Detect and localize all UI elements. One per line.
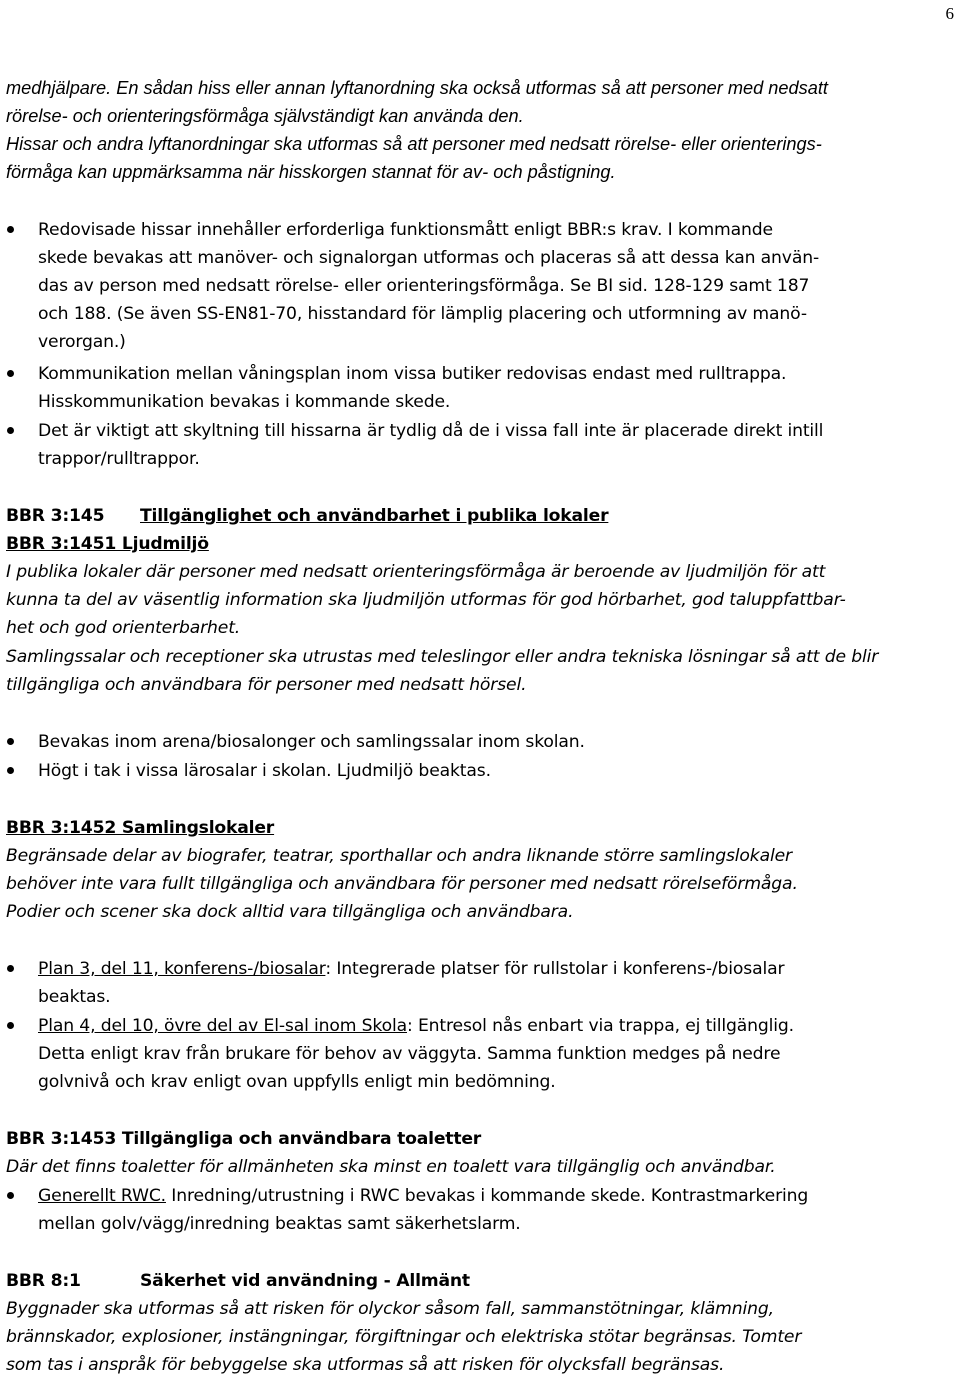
text-line: Byggnader ska utformas så att risken för olyckor såsom fall, sammanstötningar, klämning, xyxy=(6,1299,774,1319)
section-heading-8-1 xyxy=(6,1267,470,1295)
bullet-icon xyxy=(7,767,14,774)
section-title: Tillgänglighet och användbarhet i publika lokaler xyxy=(140,506,609,526)
text-line: het och god orienterbarhet. xyxy=(6,618,241,638)
text-line: brännskador, explosioner, instängningar, förgiftningar och elektriska stötar begränsas. Tomter xyxy=(6,1327,802,1347)
text-line xyxy=(38,1182,808,1210)
text-line: Redovisade hissar innehåller erforderliga funktionsmått enligt BBR:s krav. I kommande xyxy=(38,220,773,240)
bullet-icon xyxy=(7,226,14,233)
plan-reference-link[interactable]: Plan 3, del 11, konferens-/biosalar xyxy=(38,959,326,979)
bullet-text: : Entresol nås enbart via trappa, ej tillgänglig. xyxy=(407,1016,794,1036)
text-line: verorgan.) xyxy=(38,332,126,352)
text-line: Det är viktigt att skyltning till hissarna är tydlig då de i vissa fall inte är placerade direkt intill xyxy=(38,421,824,441)
text-line: Högt i tak i vissa lärosalar i skolan. Ljudmiljö beaktas. xyxy=(38,761,491,781)
page-number: 6 xyxy=(945,4,954,23)
text-line: tillgängliga och användbara för personer med nedsatt hörsel. xyxy=(6,675,527,695)
text-line: behöver inte vara fullt tillgängliga och användbara för personer med nedsatt rörelseförmåga. xyxy=(6,874,798,894)
section-heading-3-1452: BBR 3:1452 Samlingslokaler xyxy=(6,818,275,838)
text-line: Podier och scener ska dock alltid vara tillgängliga och användbara. xyxy=(6,902,574,922)
section-number: BBR 8:1 xyxy=(6,1271,81,1291)
bullet-text: Inredning/utrustning i RWC bevakas i kommande skede. Kontrastmarkering xyxy=(165,1186,809,1206)
text-line: Detta enligt krav från brukare för behov av väggyta. Samma funktion medges på nedre xyxy=(38,1044,781,1064)
section-text-3-1453: Där det finns toaletter för allmänheten ska minst en toalett vara tillgänglig och användbar. xyxy=(6,1157,776,1177)
text-line: rörelse- och orienteringsförmåga självständigt kan använda den. xyxy=(6,106,524,126)
bullet-icon xyxy=(7,427,14,434)
text-line: I publika lokaler där personer med nedsatt orienteringsförmåga är beroende av ljudmiljön för att xyxy=(6,562,826,582)
bullet-icon xyxy=(7,370,14,377)
section-heading-3-145 xyxy=(6,502,608,530)
section-heading-3-1453: BBR 3:1453 Tillgängliga och användbara toaletter xyxy=(6,1129,482,1149)
text-line: Hisskommunikation bevakas i kommande skede. xyxy=(38,392,451,412)
text-line: golvnivå och krav enligt ovan uppfylls enligt min bedömning. xyxy=(38,1072,556,1092)
section-title: Säkerhet vid användning - Allmänt xyxy=(140,1271,470,1291)
text-line: trappor/rulltrappor. xyxy=(38,449,200,469)
text-line xyxy=(38,1012,794,1040)
rwc-reference-link[interactable]: Generellt RWC. xyxy=(38,1186,166,1206)
bullet-icon xyxy=(7,738,14,745)
text-line: Bevakas inom arena/biosalonger och samlingssalar inom skolan. xyxy=(38,732,585,752)
section-heading-3-1451: BBR 3:1451 Ljudmiljö xyxy=(6,534,209,554)
bullet-icon xyxy=(7,965,14,972)
text-line: Begränsade delar av biografer, teatrar, sporthallar och andra liknande större samlingslokaler xyxy=(6,846,792,866)
text-line: förmåga kan uppmärksamma när hisskorgen stannat för av- och påstigning. xyxy=(6,162,616,182)
bullet-icon xyxy=(7,1192,14,1199)
text-line: beaktas. xyxy=(38,987,111,1007)
section-number: BBR 3:145 xyxy=(6,506,105,526)
plan-reference-link[interactable]: Plan 4, del 10, övre del av El-sal inom Skola xyxy=(38,1016,407,1036)
text-line xyxy=(38,955,784,983)
text-line: das av person med nedsatt rörelse- eller orienteringsförmåga. Se BI sid. 128-129 samt 187 xyxy=(38,276,810,296)
text-line: Hissar och andra lyftanordningar ska utformas så att personer med nedsatt rörelse- eller orienterings- xyxy=(6,134,822,154)
text-line: Samlingssalar och receptioner ska utrustas med teleslingor eller andra tekniska lösningar så att de blir xyxy=(6,647,879,667)
text-line: skede bevakas att manöver- och signalorgan utformas och placeras så att dessa kan använ- xyxy=(38,248,819,268)
bullet-text: : Integrerade platser för rullstolar i konferens-/biosalar xyxy=(325,959,785,979)
text-line: och 188. (Se även SS-EN81-70, hisstandard för lämplig placering och utformning av manö- xyxy=(38,304,807,324)
bullet-icon xyxy=(7,1022,14,1029)
text-line: mellan golv/vägg/inredning beaktas samt säkerhetslarm. xyxy=(38,1214,521,1234)
text-line: Kommunikation mellan våningsplan inom vissa butiker redovisas endast med rulltrappa. xyxy=(38,364,787,384)
text-line: kunna ta del av väsentlig information ska ljudmiljön utformas för god hörbarhet, god taluppfattbar- xyxy=(6,590,846,610)
text-line: som tas i anspråk för bebyggelse ska utformas så att risken för olycksfall begränsas. xyxy=(6,1355,725,1375)
text-line: medhjälpare. En sådan hiss eller annan lyftanordning ska också utformas så att personer med nedsatt xyxy=(6,78,828,98)
